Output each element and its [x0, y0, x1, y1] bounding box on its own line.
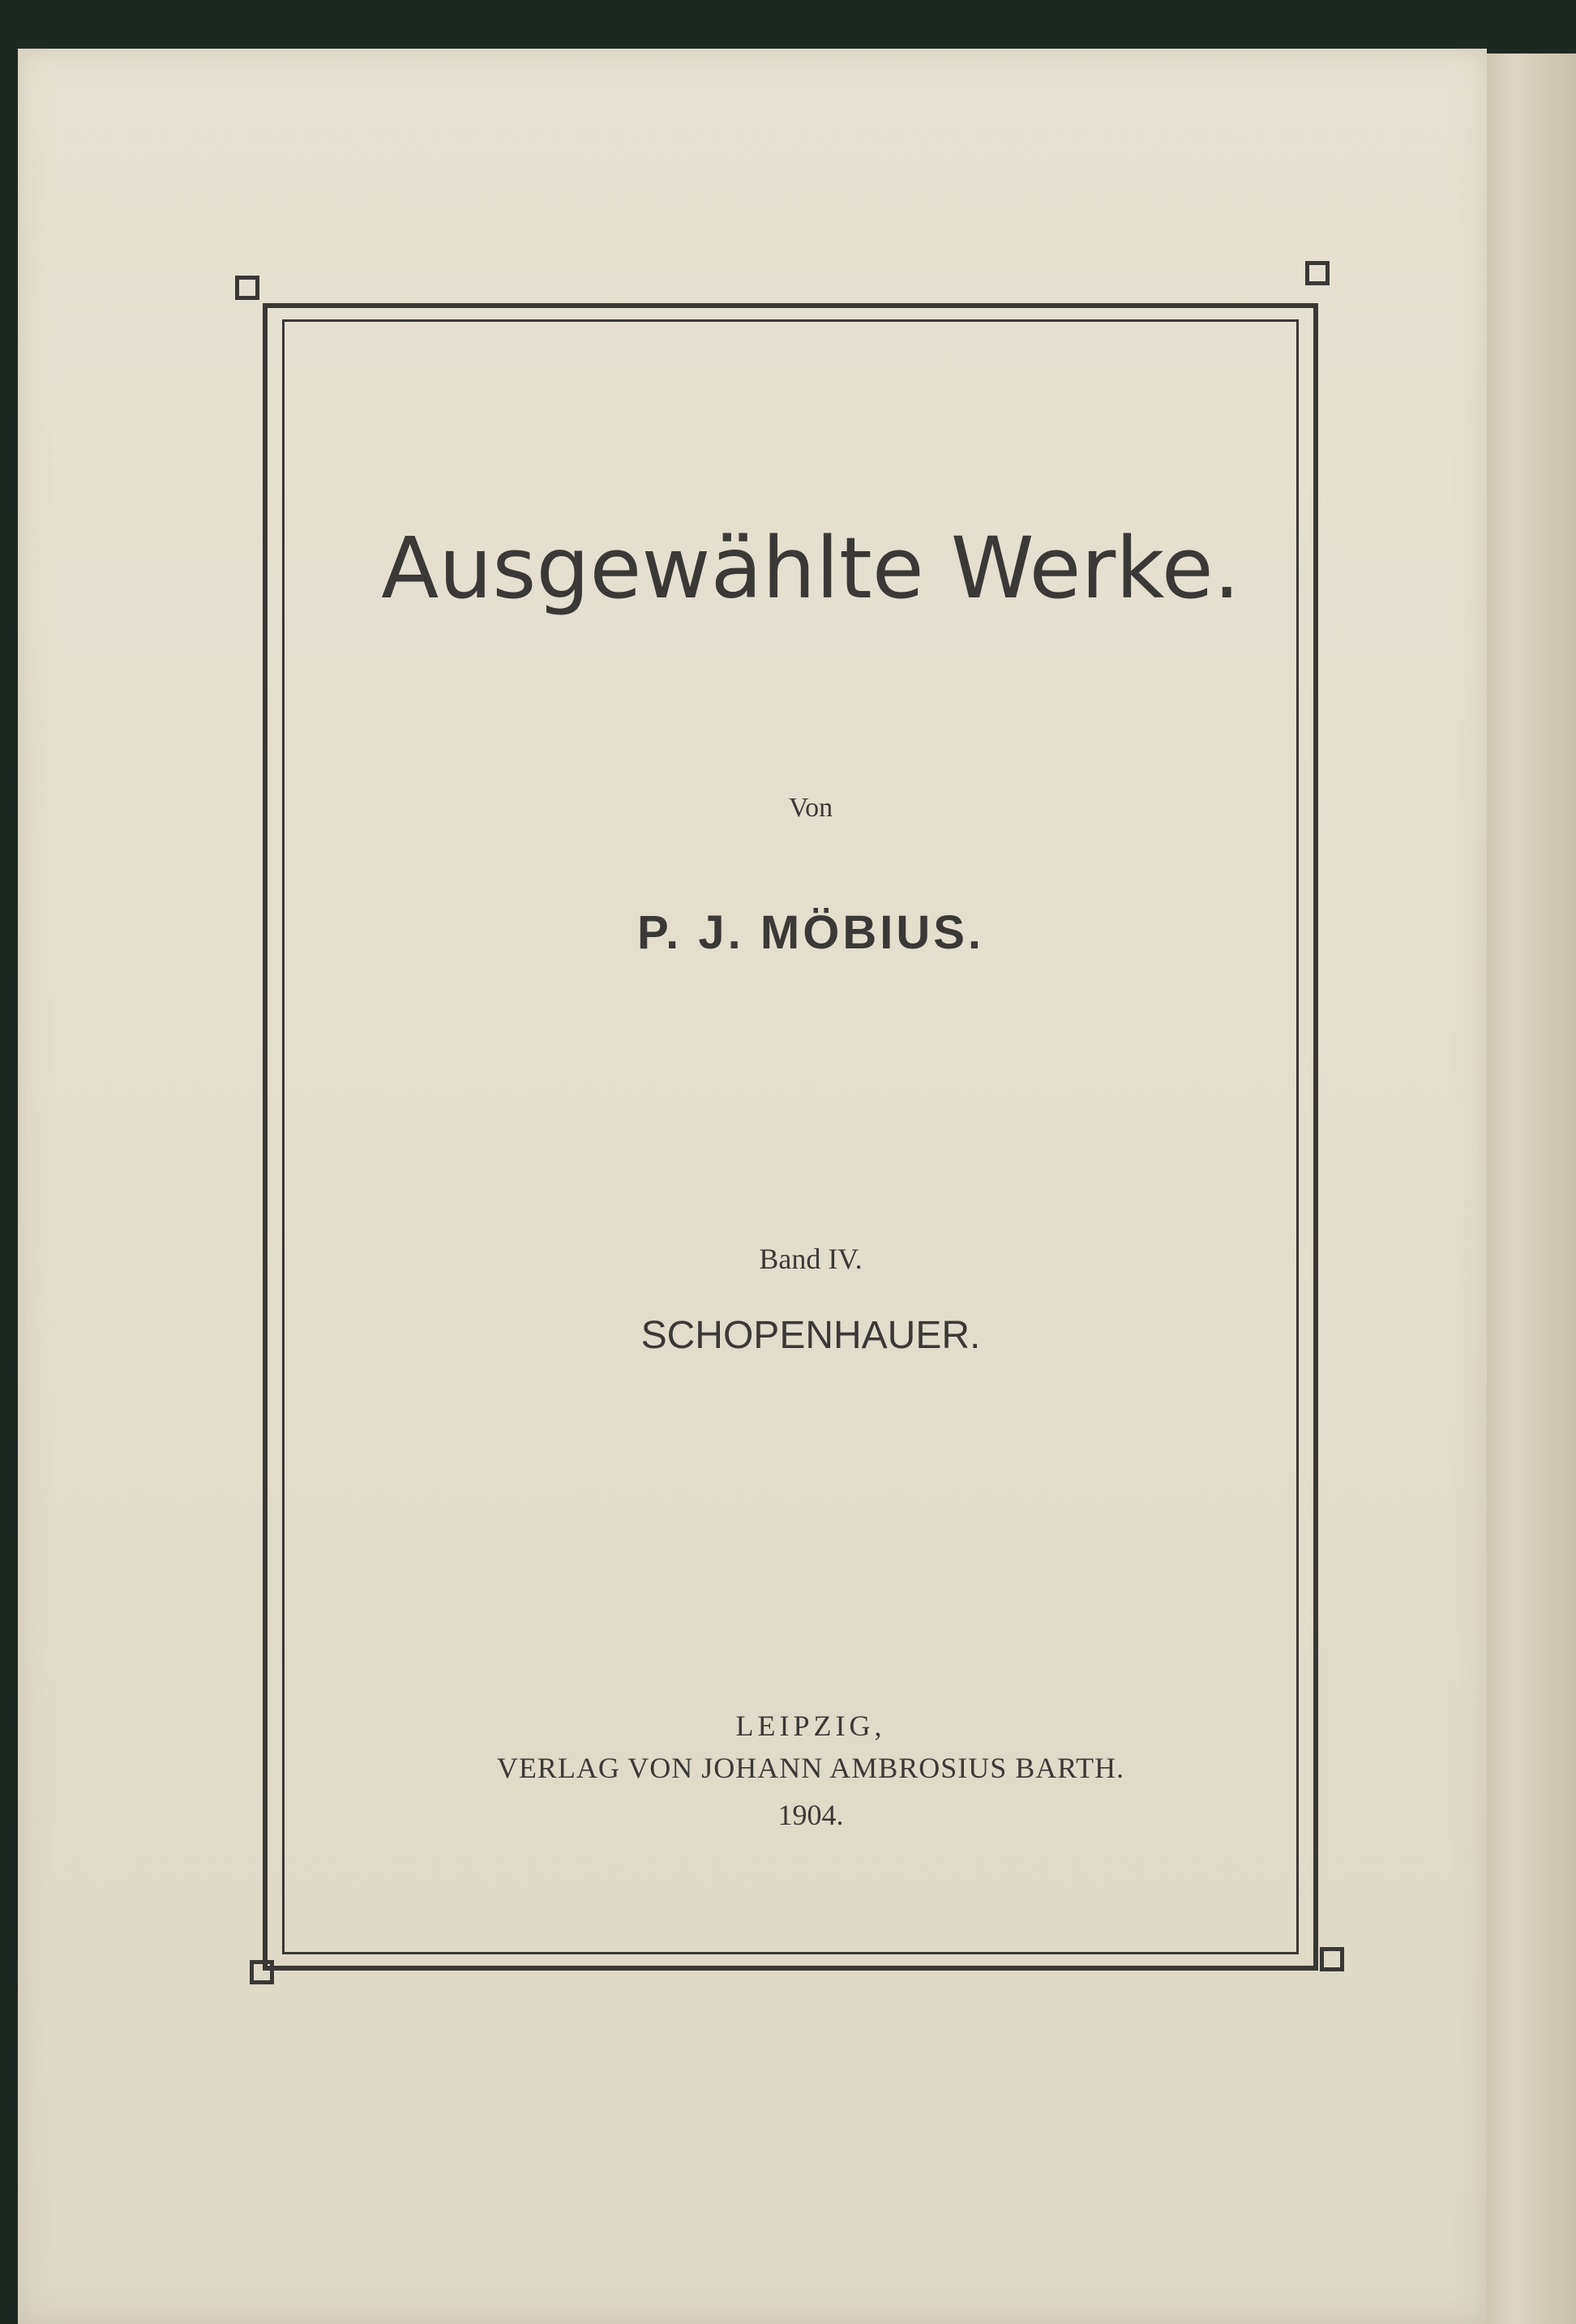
publisher-name: VERLAG VON JOHANN AMBROSIUS BARTH.	[496, 1752, 1125, 1784]
publication-year: 1904.	[777, 1799, 844, 1831]
border-corner-top-right	[1305, 261, 1330, 285]
publication-city: LEIPZIG,	[735, 1710, 886, 1742]
adjacent-page-edge	[1485, 53, 1576, 2324]
volume-number: Band IV.	[759, 1243, 863, 1275]
border-corner-bottom-right	[1320, 1947, 1344, 1971]
by-line: Von	[788, 793, 833, 823]
border-corner-top-left	[235, 276, 259, 300]
book-title: Ausgewählte Werke.	[381, 519, 1240, 618]
border-corner-bottom-left	[250, 1960, 274, 1984]
author-name: P. J. MÖBIUS.	[636, 906, 985, 959]
volume-subject: SCHOPENHAUER.	[640, 1314, 981, 1357]
